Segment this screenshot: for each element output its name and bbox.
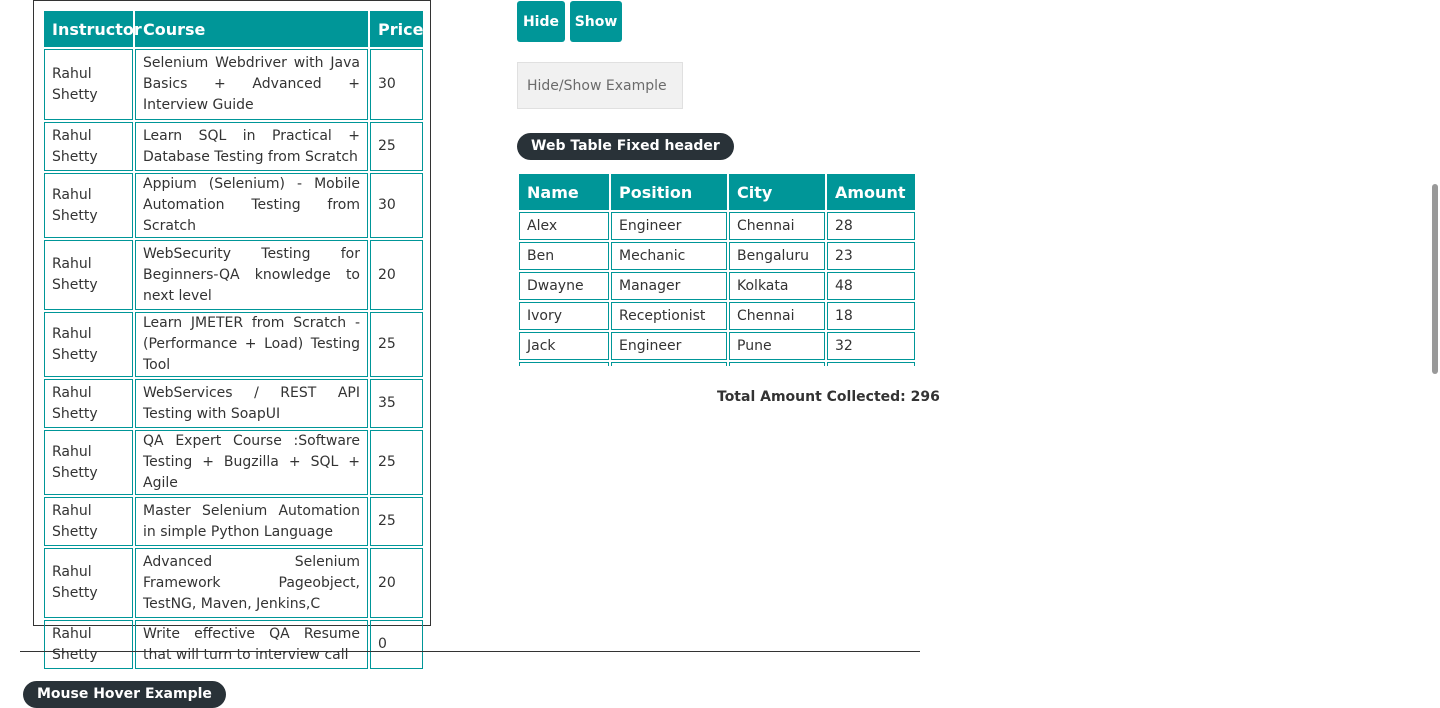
price-cell: 25 xyxy=(370,122,423,171)
table-row xyxy=(44,240,423,310)
table-row xyxy=(519,272,915,300)
amount-cell: 28 xyxy=(827,212,915,240)
table-row xyxy=(44,548,423,618)
course-cell: Learn JMETER from Scratch - (Performance + Load) Testing Tool xyxy=(135,312,368,377)
instructor-cell: Rahul Shetty xyxy=(44,122,133,171)
fixed-header-legend: Web Table Fixed header xyxy=(517,133,734,160)
price-cell: 20 xyxy=(370,548,423,618)
amount-cell: 48 xyxy=(827,272,915,300)
column-header-amount: Amount xyxy=(827,174,915,210)
course-cell: Write effective QA Resume that will turn to interview call xyxy=(135,620,368,669)
course-cell: QA Expert Course :Software Testing + Bugzilla + SQL + Agile xyxy=(135,430,368,495)
city-cell: Chennai xyxy=(729,212,825,240)
column-header-name: Name xyxy=(519,174,609,210)
table-row xyxy=(44,49,423,120)
column-header-price: Price xyxy=(370,11,423,47)
column-header-position: Position xyxy=(611,174,727,210)
column-header-instructor: Instructor xyxy=(44,11,133,47)
table-row-partial xyxy=(519,362,915,366)
table-row xyxy=(519,332,915,360)
hide-button[interactable]: Hide xyxy=(517,1,565,42)
instructor-cell: Rahul Shetty xyxy=(44,49,133,120)
courses-table xyxy=(42,9,425,671)
fixed-header-table-scroll[interactable] xyxy=(517,172,917,366)
page-scrollbar-thumb[interactable] xyxy=(1432,184,1438,374)
city-cell: Chennai xyxy=(729,302,825,330)
city-cell: Kolkata xyxy=(729,272,825,300)
course-table-panel xyxy=(33,0,431,663)
position-cell: Engineer xyxy=(611,212,727,240)
column-header-city: City xyxy=(729,174,825,210)
course-cell: Master Selenium Automation in simple Python Language xyxy=(135,497,368,546)
name-cell: Alex xyxy=(519,212,609,240)
table-row xyxy=(44,122,423,171)
show-button[interactable]: Show xyxy=(570,1,622,42)
instructor-cell: Rahul Shetty xyxy=(44,548,133,618)
position-cell: Manager xyxy=(611,272,727,300)
fixed-header-row xyxy=(519,174,915,210)
instructor-cell: Rahul Shetty xyxy=(44,312,133,377)
price-cell: 20 xyxy=(370,240,423,310)
price-cell: 30 xyxy=(370,173,423,238)
table-row xyxy=(44,497,423,546)
table-row xyxy=(44,379,423,428)
table-row xyxy=(519,212,915,240)
table-row xyxy=(44,173,423,238)
instructor-cell: Rahul Shetty xyxy=(44,379,133,428)
table-row xyxy=(44,312,423,377)
instructor-cell: Rahul Shetty xyxy=(44,240,133,310)
instructor-cell: Rahul Shetty xyxy=(44,497,133,546)
city-cell: Pune xyxy=(729,332,825,360)
position-cell: Mechanic xyxy=(611,242,727,270)
table-row xyxy=(519,242,915,270)
table-row xyxy=(519,302,915,330)
course-cell: Advanced Selenium Framework Pageobject, TestNG, Maven, Jenkins,C xyxy=(135,548,368,618)
course-cell: WebServices / REST API Testing with SoapUI xyxy=(135,379,368,428)
price-cell: 35 xyxy=(370,379,423,428)
name-cell: Jack xyxy=(519,332,609,360)
instructor-cell: Rahul Shetty xyxy=(44,620,133,669)
price-cell: 25 xyxy=(370,497,423,546)
city-cell: Bengaluru xyxy=(729,242,825,270)
mouse-hover-legend: Mouse Hover Example xyxy=(23,681,226,708)
hide-show-input[interactable] xyxy=(517,62,683,109)
price-cell: 30 xyxy=(370,49,423,120)
position-cell: Engineer xyxy=(611,332,727,360)
column-header-course: Course xyxy=(135,11,368,47)
instructor-cell: Rahul Shetty xyxy=(44,173,133,238)
section-divider xyxy=(20,651,920,652)
amount-cell: 18 xyxy=(827,302,915,330)
course-cell: WebSecurity Testing for Beginners-QA knowledge to next level xyxy=(135,240,368,310)
amount-cell: 32 xyxy=(827,332,915,360)
course-cell: Learn SQL in Practical + Database Testing from Scratch xyxy=(135,122,368,171)
fixed-header-table xyxy=(517,172,917,366)
price-cell: 25 xyxy=(370,430,423,495)
course-cell: Selenium Webdriver with Java Basics + Advanced + Interview Guide xyxy=(135,49,368,120)
position-cell: Receptionist xyxy=(611,302,727,330)
courses-header-row xyxy=(44,11,423,47)
name-cell: Ben xyxy=(519,242,609,270)
name-cell: Ivory xyxy=(519,302,609,330)
table-row xyxy=(44,620,423,669)
instructor-cell: Rahul Shetty xyxy=(44,430,133,495)
price-cell: 0 xyxy=(370,620,423,669)
price-cell: 25 xyxy=(370,312,423,377)
name-cell: Dwayne xyxy=(519,272,609,300)
course-cell: Appium (Selenium) - Mobile Automation Testing from Scratch xyxy=(135,173,368,238)
amount-cell: 23 xyxy=(827,242,915,270)
total-amount-collected: Total Amount Collected: 296 xyxy=(717,389,940,405)
table-row xyxy=(44,430,423,495)
